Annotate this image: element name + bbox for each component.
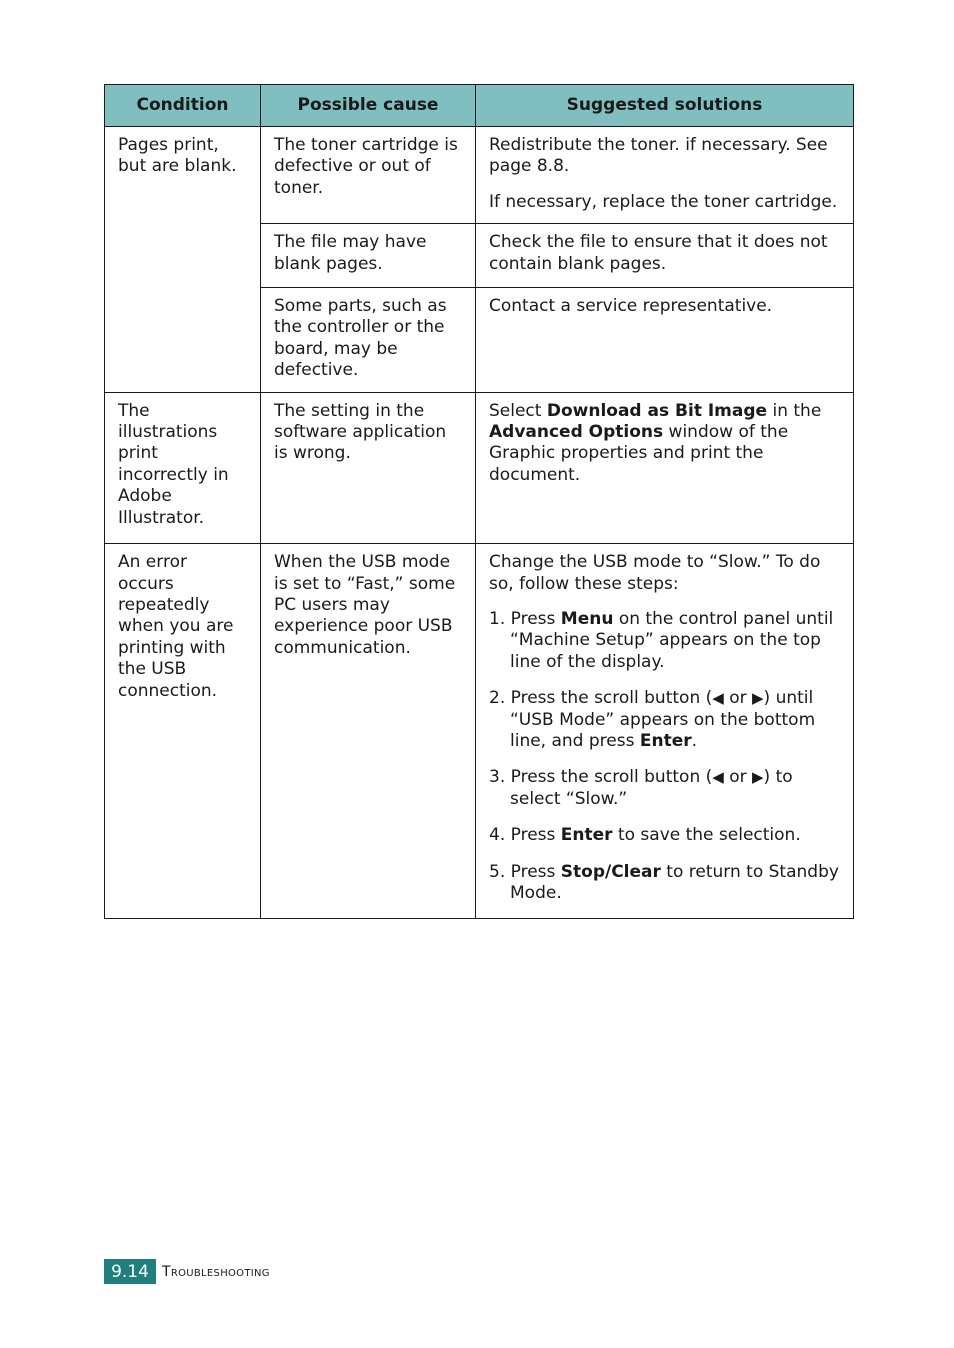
cause-text: The setting in the software application is wrong. — [274, 400, 447, 464]
list-item — [489, 767, 841, 810]
step-text: on the control panel until “Machine Setup” appears on the top line of the display. — [510, 608, 834, 672]
step-text: ) to select “Slow.” — [510, 767, 793, 809]
cause-cell — [261, 288, 476, 393]
solution-text: Redistribute the toner. if necessary. See page 8.8. — [489, 135, 828, 177]
condition-cell — [105, 544, 261, 919]
cause-text: Some parts, such as the controller or the board, may be defective. — [274, 296, 447, 381]
step-text: to save the selection. — [612, 825, 801, 846]
solution-cell — [476, 544, 854, 919]
stop-clear-key-label: Stop/Clear — [560, 861, 661, 882]
condition-text: An error occurs repeatedly when you are printing with the USB connection. — [118, 552, 234, 701]
section-title: Troubleshooting — [162, 1263, 270, 1280]
steps-list — [489, 609, 841, 904]
enter-key-label: Enter — [560, 825, 613, 846]
solution-text: Contact a service representative. — [489, 296, 773, 317]
table-header-row — [105, 85, 854, 127]
condition-cell — [105, 127, 261, 393]
solution-text-part: window of the Graphic properties and print the document. — [489, 422, 789, 485]
left-arrow-icon: ◀ — [712, 768, 724, 787]
cause-cell — [261, 224, 476, 288]
cause-text: When the USB mode is set to “Fast,” some PC users may experience poor USB communication. — [274, 552, 456, 658]
page-number: 9.14 — [104, 1259, 156, 1284]
solution-text-part: in the — [767, 400, 822, 421]
menu-key-label: Menu — [560, 608, 614, 629]
table-row — [105, 127, 854, 224]
step-text: 3. Press the scroll button ( — [489, 767, 713, 788]
troubleshooting-table — [104, 84, 854, 919]
table-row — [105, 544, 854, 919]
list-item — [489, 688, 841, 752]
solution-cell — [476, 127, 854, 224]
left-arrow-icon: ◀ — [712, 689, 724, 708]
header-condition: Condition — [105, 85, 261, 127]
cause-cell — [261, 127, 476, 224]
solution-cell — [476, 392, 854, 543]
solution-text-part: Select — [489, 400, 547, 421]
enter-key-label: Enter — [639, 730, 692, 751]
step-text: to return to Standby Mode. — [510, 861, 839, 903]
page-footer — [104, 1259, 270, 1284]
list-item — [489, 609, 841, 673]
condition-text: The illustrations print incorrectly in Adobe Illustrator. — [118, 400, 229, 528]
solution-intro: Change the USB mode to “Slow.” To do so, follow these steps: — [489, 552, 821, 594]
advanced-options-label: Advanced Options — [489, 422, 664, 443]
solution-text — [489, 401, 841, 487]
right-arrow-icon: ▶ — [752, 768, 764, 787]
solution-cell — [476, 288, 854, 393]
step-text: or — [723, 688, 752, 709]
step-text: . — [691, 730, 698, 751]
table-row — [105, 392, 854, 543]
condition-text: Pages print, but are blank. — [118, 135, 237, 177]
solution-text: If necessary, replace the toner cartridge. — [489, 191, 838, 212]
cause-cell — [261, 392, 476, 543]
solution-text: Check the file to ensure that it does not contain blank pages. — [489, 232, 828, 274]
right-arrow-icon: ▶ — [752, 689, 764, 708]
cause-text: The file may have blank pages. — [274, 232, 427, 274]
step-text: 1. Press — [489, 608, 561, 629]
cause-text: The toner cartridge is defective or out of toner. — [274, 135, 458, 198]
list-item — [489, 862, 841, 905]
header-possible-cause: Possible cause — [261, 85, 476, 127]
cause-cell — [261, 544, 476, 919]
step-text: 2. Press the scroll button ( — [489, 688, 713, 709]
list-item — [489, 825, 841, 846]
header-suggested-solutions: Suggested solutions — [476, 85, 854, 127]
solution-cell — [476, 224, 854, 288]
step-text: ) until “USB Mode” appears on the bottom line, and press — [510, 688, 816, 751]
step-text: or — [723, 767, 752, 788]
step-text: 5. Press — [489, 861, 561, 882]
condition-cell — [105, 392, 261, 543]
step-text: 4. Press — [489, 825, 561, 846]
download-as-bit-image-label: Download as Bit Image — [546, 400, 768, 421]
